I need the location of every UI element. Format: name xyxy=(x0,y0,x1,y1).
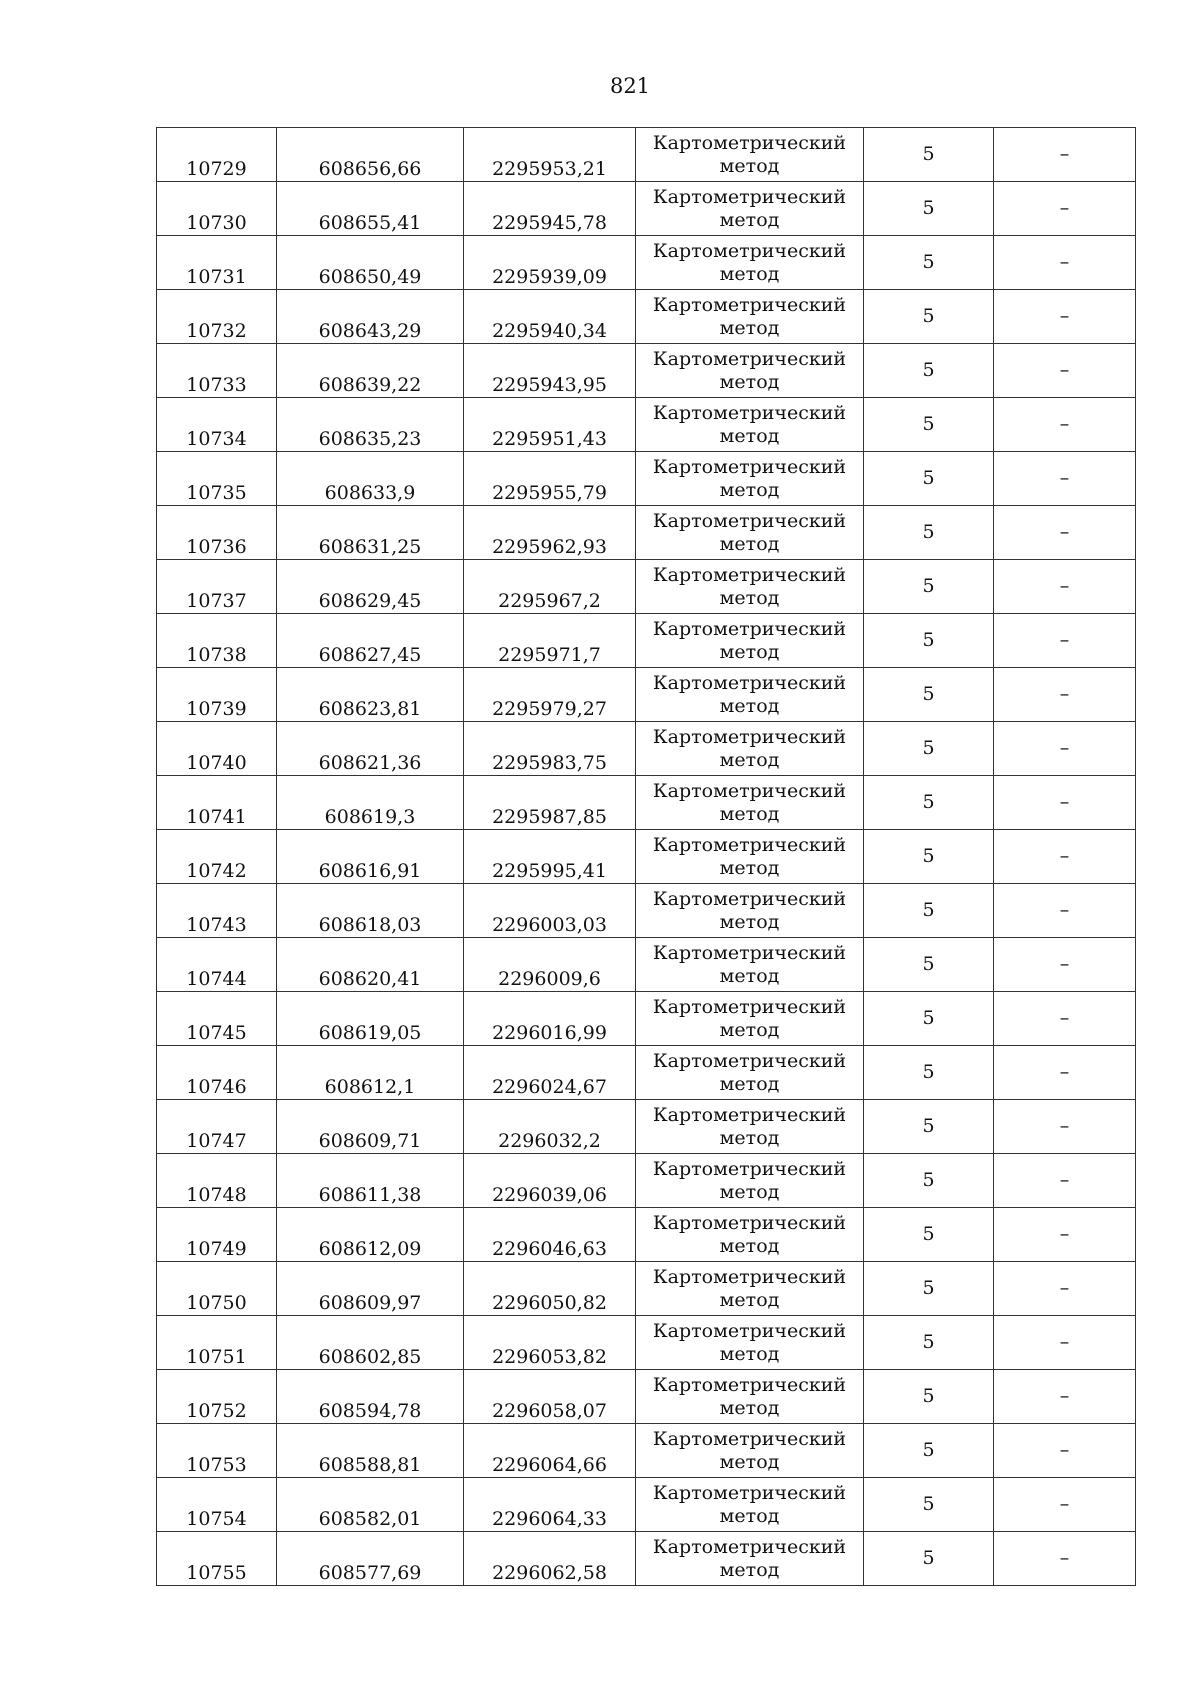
x-coordinate-cell: 608602,85 xyxy=(277,1316,464,1370)
accuracy-cell: 5 xyxy=(864,1370,994,1424)
x-coordinate-cell: 608609,71 xyxy=(277,1100,464,1154)
method-cell xyxy=(636,560,864,614)
method-line-1: Картометрический xyxy=(652,1104,847,1127)
method-line-1: Картометрический xyxy=(652,780,847,803)
y-coordinate-cell: 2295971,7 xyxy=(464,614,636,668)
method-line-1: Картометрический xyxy=(652,564,847,587)
accuracy-cell: 5 xyxy=(864,290,994,344)
point-number-cell: 10752 xyxy=(157,1370,277,1424)
coordinates-table xyxy=(156,127,1136,1586)
y-coordinate-cell: 2295983,75 xyxy=(464,722,636,776)
point-number-cell: 10733 xyxy=(157,344,277,398)
method-cell xyxy=(636,236,864,290)
table-row xyxy=(157,1370,1136,1424)
table-row xyxy=(157,398,1136,452)
y-coordinate-cell: 2296003,03 xyxy=(464,884,636,938)
accuracy-cell: 5 xyxy=(864,1262,994,1316)
point-number-cell: 10735 xyxy=(157,452,277,506)
note-cell: – xyxy=(994,290,1136,344)
x-coordinate-cell: 608616,91 xyxy=(277,830,464,884)
y-coordinate-cell: 2296062,58 xyxy=(464,1532,636,1586)
method-cell xyxy=(636,1532,864,1586)
y-coordinate-cell: 2295995,41 xyxy=(464,830,636,884)
note-cell: – xyxy=(994,344,1136,398)
accuracy-cell: 5 xyxy=(864,182,994,236)
method-line-1: Картометрический xyxy=(652,888,847,911)
x-coordinate-cell: 608620,41 xyxy=(277,938,464,992)
accuracy-cell: 5 xyxy=(864,1532,994,1586)
x-coordinate-cell: 608643,29 xyxy=(277,290,464,344)
method-cell xyxy=(636,1046,864,1100)
accuracy-cell: 5 xyxy=(864,1154,994,1208)
method-line-1: Картометрический xyxy=(652,618,847,641)
y-coordinate-cell: 2295967,2 xyxy=(464,560,636,614)
table-row xyxy=(157,1208,1136,1262)
table-row xyxy=(157,830,1136,884)
point-number-cell: 10737 xyxy=(157,560,277,614)
note-cell: – xyxy=(994,128,1136,182)
y-coordinate-cell: 2295953,21 xyxy=(464,128,636,182)
note-cell: – xyxy=(994,560,1136,614)
x-coordinate-cell: 608577,69 xyxy=(277,1532,464,1586)
table-row xyxy=(157,236,1136,290)
y-coordinate-cell: 2295979,27 xyxy=(464,668,636,722)
method-cell xyxy=(636,398,864,452)
note-cell: – xyxy=(994,776,1136,830)
method-line-1: Картометрический xyxy=(652,348,847,371)
y-coordinate-cell: 2295962,93 xyxy=(464,506,636,560)
y-coordinate-cell: 2295940,34 xyxy=(464,290,636,344)
method-line-2: метод xyxy=(719,154,780,177)
table-row xyxy=(157,992,1136,1046)
method-line-2: метод xyxy=(719,1072,780,1095)
method-line-2: метод xyxy=(719,1234,780,1257)
table-row xyxy=(157,1154,1136,1208)
x-coordinate-cell: 608612,1 xyxy=(277,1046,464,1100)
accuracy-cell: 5 xyxy=(864,344,994,398)
note-cell: – xyxy=(994,398,1136,452)
method-line-2: метод xyxy=(719,748,780,771)
x-coordinate-cell: 608631,25 xyxy=(277,506,464,560)
method-cell xyxy=(636,452,864,506)
point-number-cell: 10750 xyxy=(157,1262,277,1316)
point-number-cell: 10743 xyxy=(157,884,277,938)
y-coordinate-cell: 2295955,79 xyxy=(464,452,636,506)
y-coordinate-cell: 2296009,6 xyxy=(464,938,636,992)
note-cell: – xyxy=(994,992,1136,1046)
note-cell: – xyxy=(994,506,1136,560)
note-cell: – xyxy=(994,884,1136,938)
note-cell: – xyxy=(994,830,1136,884)
table-row xyxy=(157,614,1136,668)
point-number-cell: 10742 xyxy=(157,830,277,884)
accuracy-cell: 5 xyxy=(864,722,994,776)
coordinates-table-body xyxy=(157,128,1136,1586)
y-coordinate-cell: 2295939,09 xyxy=(464,236,636,290)
y-coordinate-cell: 2296032,2 xyxy=(464,1100,636,1154)
y-coordinate-cell: 2295945,78 xyxy=(464,182,636,236)
x-coordinate-cell: 608619,3 xyxy=(277,776,464,830)
table-row xyxy=(157,1046,1136,1100)
point-number-cell: 10753 xyxy=(157,1424,277,1478)
method-line-2: метод xyxy=(719,694,780,717)
y-coordinate-cell: 2295987,85 xyxy=(464,776,636,830)
method-line-2: метод xyxy=(719,640,780,663)
table-row xyxy=(157,1478,1136,1532)
method-line-2: метод xyxy=(719,586,780,609)
method-line-2: метод xyxy=(719,1396,780,1419)
accuracy-cell: 5 xyxy=(864,452,994,506)
method-line-2: метод xyxy=(719,532,780,555)
accuracy-cell: 5 xyxy=(864,1478,994,1532)
method-line-2: метод xyxy=(719,802,780,825)
table-row xyxy=(157,290,1136,344)
y-coordinate-cell: 2296064,66 xyxy=(464,1424,636,1478)
method-line-2: метод xyxy=(719,1342,780,1365)
method-line-1: Картометрический xyxy=(652,726,847,749)
method-cell xyxy=(636,884,864,938)
method-cell xyxy=(636,776,864,830)
method-line-2: метод xyxy=(719,478,780,501)
page-number: 821 xyxy=(609,74,651,98)
point-number-cell: 10734 xyxy=(157,398,277,452)
accuracy-cell: 5 xyxy=(864,1100,994,1154)
x-coordinate-cell: 608612,09 xyxy=(277,1208,464,1262)
method-line-2: метод xyxy=(719,1504,780,1527)
x-coordinate-cell: 608594,78 xyxy=(277,1370,464,1424)
method-line-1: Картометрический xyxy=(652,294,847,317)
point-number-cell: 10736 xyxy=(157,506,277,560)
y-coordinate-cell: 2296016,99 xyxy=(464,992,636,1046)
x-coordinate-cell: 608650,49 xyxy=(277,236,464,290)
method-line-1: Картометрический xyxy=(652,456,847,479)
note-cell: – xyxy=(994,1532,1136,1586)
y-coordinate-cell: 2296024,67 xyxy=(464,1046,636,1100)
table-row xyxy=(157,1316,1136,1370)
method-cell xyxy=(636,614,864,668)
method-line-1: Картометрический xyxy=(652,1212,847,1235)
method-cell xyxy=(636,722,864,776)
method-cell xyxy=(636,1478,864,1532)
method-cell xyxy=(636,1154,864,1208)
table-row xyxy=(157,560,1136,614)
y-coordinate-cell: 2296039,06 xyxy=(464,1154,636,1208)
method-line-1: Картометрический xyxy=(652,1158,847,1181)
method-line-2: метод xyxy=(719,910,780,933)
x-coordinate-cell: 608619,05 xyxy=(277,992,464,1046)
y-coordinate-cell: 2295951,43 xyxy=(464,398,636,452)
note-cell: – xyxy=(994,236,1136,290)
point-number-cell: 10738 xyxy=(157,614,277,668)
method-line-1: Картометрический xyxy=(652,402,847,425)
accuracy-cell: 5 xyxy=(864,560,994,614)
x-coordinate-cell: 608582,01 xyxy=(277,1478,464,1532)
method-cell xyxy=(636,1100,864,1154)
method-line-1: Картометрический xyxy=(652,672,847,695)
table-row xyxy=(157,452,1136,506)
note-cell: – xyxy=(994,722,1136,776)
point-number-cell: 10731 xyxy=(157,236,277,290)
method-cell xyxy=(636,506,864,560)
method-cell xyxy=(636,938,864,992)
accuracy-cell: 5 xyxy=(864,938,994,992)
accuracy-cell: 5 xyxy=(864,236,994,290)
note-cell: – xyxy=(994,1478,1136,1532)
method-line-2: метод xyxy=(719,370,780,393)
point-number-cell: 10751 xyxy=(157,1316,277,1370)
note-cell: – xyxy=(994,1316,1136,1370)
method-line-1: Картометрический xyxy=(652,1374,847,1397)
method-cell xyxy=(636,1208,864,1262)
accuracy-cell: 5 xyxy=(864,128,994,182)
x-coordinate-cell: 608629,45 xyxy=(277,560,464,614)
table-row xyxy=(157,344,1136,398)
table-row xyxy=(157,776,1136,830)
accuracy-cell: 5 xyxy=(864,884,994,938)
point-number-cell: 10729 xyxy=(157,128,277,182)
x-coordinate-cell: 608621,36 xyxy=(277,722,464,776)
x-coordinate-cell: 608639,22 xyxy=(277,344,464,398)
y-coordinate-cell: 2295943,95 xyxy=(464,344,636,398)
accuracy-cell: 5 xyxy=(864,1046,994,1100)
note-cell: – xyxy=(994,1370,1136,1424)
point-number-cell: 10754 xyxy=(157,1478,277,1532)
method-cell xyxy=(636,992,864,1046)
x-coordinate-cell: 608611,38 xyxy=(277,1154,464,1208)
y-coordinate-cell: 2296058,07 xyxy=(464,1370,636,1424)
note-cell: – xyxy=(994,614,1136,668)
point-number-cell: 10740 xyxy=(157,722,277,776)
accuracy-cell: 5 xyxy=(864,1208,994,1262)
method-line-1: Картометрический xyxy=(652,1428,847,1451)
x-coordinate-cell: 608588,81 xyxy=(277,1424,464,1478)
method-line-2: метод xyxy=(719,964,780,987)
accuracy-cell: 5 xyxy=(864,614,994,668)
table-row xyxy=(157,1424,1136,1478)
accuracy-cell: 5 xyxy=(864,992,994,1046)
x-coordinate-cell: 608609,97 xyxy=(277,1262,464,1316)
note-cell: – xyxy=(994,1208,1136,1262)
method-line-2: метод xyxy=(719,1180,780,1203)
x-coordinate-cell: 608623,81 xyxy=(277,668,464,722)
method-cell xyxy=(636,344,864,398)
accuracy-cell: 5 xyxy=(864,776,994,830)
point-number-cell: 10732 xyxy=(157,290,277,344)
method-line-1: Картометрический xyxy=(652,1266,847,1289)
note-cell: – xyxy=(994,1100,1136,1154)
accuracy-cell: 5 xyxy=(864,668,994,722)
table-row xyxy=(157,884,1136,938)
method-cell xyxy=(636,1424,864,1478)
point-number-cell: 10745 xyxy=(157,992,277,1046)
accuracy-cell: 5 xyxy=(864,506,994,560)
method-line-1: Картометрический xyxy=(652,834,847,857)
method-line-1: Картометрический xyxy=(652,942,847,965)
x-coordinate-cell: 608635,23 xyxy=(277,398,464,452)
table-row xyxy=(157,1262,1136,1316)
y-coordinate-cell: 2296050,82 xyxy=(464,1262,636,1316)
note-cell: – xyxy=(994,1046,1136,1100)
table-row xyxy=(157,668,1136,722)
method-cell xyxy=(636,290,864,344)
method-line-2: метод xyxy=(719,208,780,231)
x-coordinate-cell: 608627,45 xyxy=(277,614,464,668)
method-cell xyxy=(636,1370,864,1424)
table-row xyxy=(157,506,1136,560)
x-coordinate-cell: 608656,66 xyxy=(277,128,464,182)
note-cell: – xyxy=(994,1424,1136,1478)
x-coordinate-cell: 608633,9 xyxy=(277,452,464,506)
method-line-2: метод xyxy=(719,1450,780,1473)
accuracy-cell: 5 xyxy=(864,1316,994,1370)
x-coordinate-cell: 608618,03 xyxy=(277,884,464,938)
point-number-cell: 10749 xyxy=(157,1208,277,1262)
method-cell xyxy=(636,830,864,884)
table-row xyxy=(157,722,1136,776)
method-line-1: Картометрический xyxy=(652,1482,847,1505)
method-line-1: Картометрический xyxy=(652,240,847,263)
point-number-cell: 10741 xyxy=(157,776,277,830)
method-cell xyxy=(636,182,864,236)
point-number-cell: 10746 xyxy=(157,1046,277,1100)
table-row xyxy=(157,1100,1136,1154)
note-cell: – xyxy=(994,938,1136,992)
method-line-1: Картометрический xyxy=(652,1320,847,1343)
accuracy-cell: 5 xyxy=(864,830,994,884)
point-number-cell: 10744 xyxy=(157,938,277,992)
table-row xyxy=(157,1532,1136,1586)
method-cell xyxy=(636,128,864,182)
method-line-1: Картометрический xyxy=(652,1050,847,1073)
method-line-1: Картометрический xyxy=(652,186,847,209)
method-line-2: метод xyxy=(719,856,780,879)
x-coordinate-cell: 608655,41 xyxy=(277,182,464,236)
method-line-2: метод xyxy=(719,1018,780,1041)
accuracy-cell: 5 xyxy=(864,398,994,452)
method-cell xyxy=(636,1262,864,1316)
method-line-2: метод xyxy=(719,1558,780,1581)
point-number-cell: 10739 xyxy=(157,668,277,722)
point-number-cell: 10730 xyxy=(157,182,277,236)
y-coordinate-cell: 2296046,63 xyxy=(464,1208,636,1262)
table-row xyxy=(157,128,1136,182)
note-cell: – xyxy=(994,182,1136,236)
method-line-2: метод xyxy=(719,262,780,285)
method-line-1: Картометрический xyxy=(652,1536,847,1559)
method-cell xyxy=(636,1316,864,1370)
method-line-1: Картометрический xyxy=(652,132,847,155)
method-line-2: метод xyxy=(719,316,780,339)
method-line-2: метод xyxy=(719,1288,780,1311)
table-row xyxy=(157,938,1136,992)
method-line-2: метод xyxy=(719,1126,780,1149)
table-row xyxy=(157,182,1136,236)
method-line-1: Картометрический xyxy=(652,996,847,1019)
note-cell: – xyxy=(994,452,1136,506)
method-line-2: метод xyxy=(719,424,780,447)
y-coordinate-cell: 2296064,33 xyxy=(464,1478,636,1532)
accuracy-cell: 5 xyxy=(864,1424,994,1478)
method-cell xyxy=(636,668,864,722)
note-cell: – xyxy=(994,1154,1136,1208)
method-line-1: Картометрический xyxy=(652,510,847,533)
point-number-cell: 10755 xyxy=(157,1532,277,1586)
note-cell: – xyxy=(994,1262,1136,1316)
y-coordinate-cell: 2296053,82 xyxy=(464,1316,636,1370)
note-cell: – xyxy=(994,668,1136,722)
point-number-cell: 10748 xyxy=(157,1154,277,1208)
point-number-cell: 10747 xyxy=(157,1100,277,1154)
